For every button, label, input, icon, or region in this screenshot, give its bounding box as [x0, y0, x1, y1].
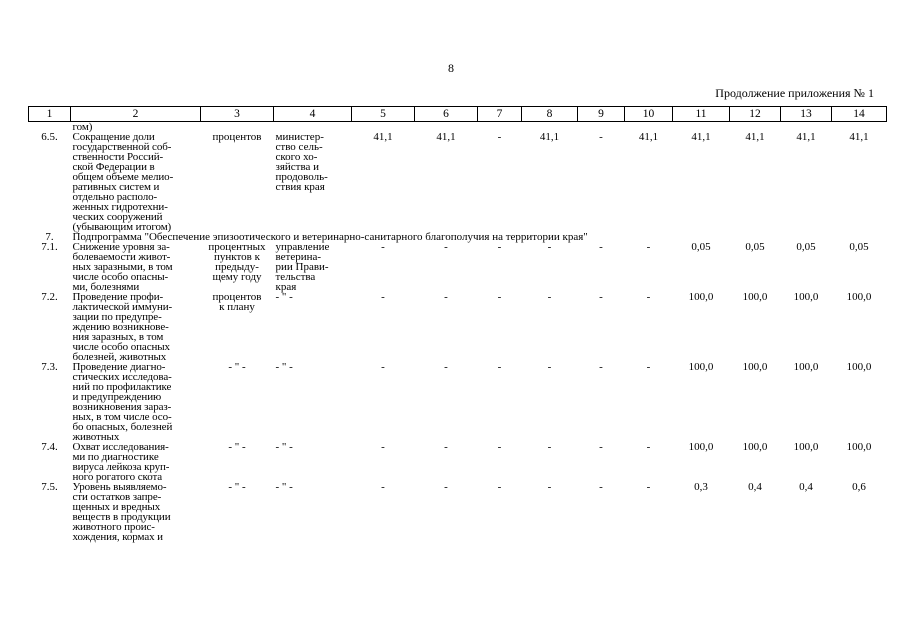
column-header: 4	[274, 107, 352, 122]
value-cell: -	[547, 241, 552, 253]
value-cell: 0,3	[694, 481, 708, 493]
page-number: 8	[448, 61, 454, 75]
column-header: 3	[201, 107, 274, 122]
value-cell: 41,1	[849, 131, 869, 143]
value-cell: -	[497, 131, 502, 143]
value-cell: -	[381, 291, 385, 303]
value-cell: -	[444, 241, 448, 253]
table-row	[29, 482, 887, 542]
value-cell: -	[547, 441, 552, 453]
column-header: 12	[730, 107, 781, 122]
indicator-name: Проведение профи- лактической иммуни- зации по предупре- ждению возникнове- ния заразных, в том числе особо опасных болезней, животных	[72, 291, 173, 363]
indicator-name: Снижение уровня за- болеваемости живот- ных заразными, в том числе особо опасны- ми, болезнями	[72, 241, 173, 293]
value-cell: -	[646, 361, 651, 373]
value-cell: -	[646, 241, 651, 253]
value-cell: -	[599, 361, 603, 373]
value-cell: -	[599, 241, 603, 253]
row-number: 7.3.	[41, 361, 58, 373]
value-cell: -	[381, 441, 385, 453]
table-row	[29, 132, 887, 232]
value-cell: -	[497, 291, 502, 303]
indicators-table	[28, 106, 887, 542]
value-cell: -	[444, 291, 448, 303]
value-cell: 41,1	[638, 131, 659, 143]
value-cell: -	[599, 481, 603, 493]
value-cell: 0,4	[748, 481, 762, 493]
indicator-name: Уровень выявляемо- сти остатков запре- щенных и вредных веществ в продукции животного проис- хождения, кормах и	[72, 481, 171, 543]
row-number: 7.	[45, 231, 54, 243]
indicator-name: Охват исследования- ми по диагностике вируса лейкоза круп- ного рогатого скота	[72, 441, 170, 483]
row-number: 7.4.	[41, 441, 58, 453]
value-cell: 0,05	[745, 241, 765, 253]
value-cell: 100,0	[742, 361, 768, 373]
subprogram-title: Подпрограмма "Обеспечение эпизоотического и ветеринарно-санитарного благополучия на территории края"	[72, 231, 588, 243]
table-row	[29, 292, 887, 362]
value-cell: 100,0	[846, 361, 872, 373]
value-cell: 100,0	[793, 291, 819, 303]
column-header: 5	[352, 107, 415, 122]
row-number: 7.2.	[41, 291, 58, 303]
column-header: 6	[415, 107, 478, 122]
value-cell: -	[547, 481, 552, 493]
value-cell: -	[599, 131, 603, 143]
unit-cell: - " -	[228, 361, 246, 373]
unit-cell: процентов	[212, 131, 262, 143]
row-number: 7.5.	[41, 481, 58, 493]
value-cell: -	[444, 481, 448, 493]
column-header: 9	[578, 107, 625, 122]
indicator-name: гом)	[72, 121, 93, 133]
table-body	[29, 122, 887, 543]
unit-cell: - " -	[228, 441, 246, 453]
value-cell: -	[381, 241, 385, 253]
value-cell: 0,4	[799, 481, 813, 493]
column-header: 11	[673, 107, 730, 122]
value-cell: 100,0	[742, 441, 768, 453]
value-cell: -	[547, 361, 552, 373]
indicator-name: Сокращение доли государственной соб- ственности Россий- ской Федерации в общем объеме мелио- ративных систем и отдельно располо- женных гидротехни- ческих сооружений (убывающим итогом)	[72, 131, 174, 233]
table-row	[29, 242, 887, 292]
value-cell: 100,0	[793, 361, 819, 373]
value-cell: -	[444, 441, 448, 453]
value-cell: -	[646, 291, 651, 303]
value-cell: 100,0	[793, 441, 819, 453]
value-cell: 100,0	[688, 291, 714, 303]
responsible-org: - " -	[275, 481, 293, 493]
value-cell: 41,1	[745, 131, 765, 143]
indicator-name: Проведение диагно- стических исследова- ний по профилактике и предупреждению возникновения зараз- ных, в том числе осо- бо опасных, болезней животных	[72, 361, 173, 443]
value-cell: -	[497, 441, 502, 453]
value-cell: 100,0	[688, 441, 714, 453]
value-cell: 100,0	[742, 291, 768, 303]
responsible-org: управление ветерина- рии Прави- тельства края	[275, 241, 330, 293]
column-header: 14	[832, 107, 887, 122]
responsible-org: - " -	[275, 441, 293, 453]
value-cell: 41,1	[796, 131, 816, 143]
continuation-label: Продолжение приложения № 1	[715, 86, 874, 100]
column-header: 7	[478, 107, 522, 122]
column-header: 1	[29, 107, 71, 122]
value-cell: 0,05	[691, 241, 711, 253]
value-cell: -	[497, 481, 502, 493]
value-cell: -	[646, 441, 651, 453]
value-cell: 41,1	[539, 131, 560, 143]
table-row	[29, 442, 887, 482]
column-header: 13	[781, 107, 832, 122]
unit-cell: процентов к плану	[212, 291, 262, 313]
responsible-org: министер- ство сель- ского хо- зяйства и продоволь- ствия края	[275, 131, 328, 193]
value-cell: -	[599, 291, 603, 303]
column-header: 2	[71, 107, 201, 122]
value-cell: -	[381, 481, 385, 493]
row-number: 6.5.	[41, 131, 58, 143]
column-header: 8	[522, 107, 578, 122]
value-cell: 41,1	[436, 131, 456, 143]
value-cell: 41,1	[691, 131, 711, 143]
value-cell: 100,0	[846, 291, 872, 303]
value-cell: 100,0	[688, 361, 714, 373]
value-cell: 100,0	[846, 441, 872, 453]
value-cell: 0,05	[796, 241, 816, 253]
value-cell: 0,05	[849, 241, 869, 253]
column-header: 10	[625, 107, 673, 122]
unit-cell: процентных пунктов к предыду- щему году	[208, 241, 266, 283]
value-cell: 41,1	[373, 131, 393, 143]
value-cell: -	[381, 361, 385, 373]
responsible-org: - " -	[275, 291, 293, 303]
value-cell: -	[646, 481, 651, 493]
responsible-org: - " -	[275, 361, 293, 373]
table-row	[29, 362, 887, 442]
column-number-row	[29, 107, 887, 122]
value-cell: -	[497, 241, 502, 253]
row-number: 7.1.	[41, 241, 58, 253]
value-cell: -	[547, 291, 552, 303]
value-cell: 0,6	[852, 481, 866, 493]
unit-cell: - " -	[228, 481, 246, 493]
value-cell: -	[444, 361, 448, 373]
value-cell: -	[497, 361, 502, 373]
value-cell: -	[599, 441, 603, 453]
